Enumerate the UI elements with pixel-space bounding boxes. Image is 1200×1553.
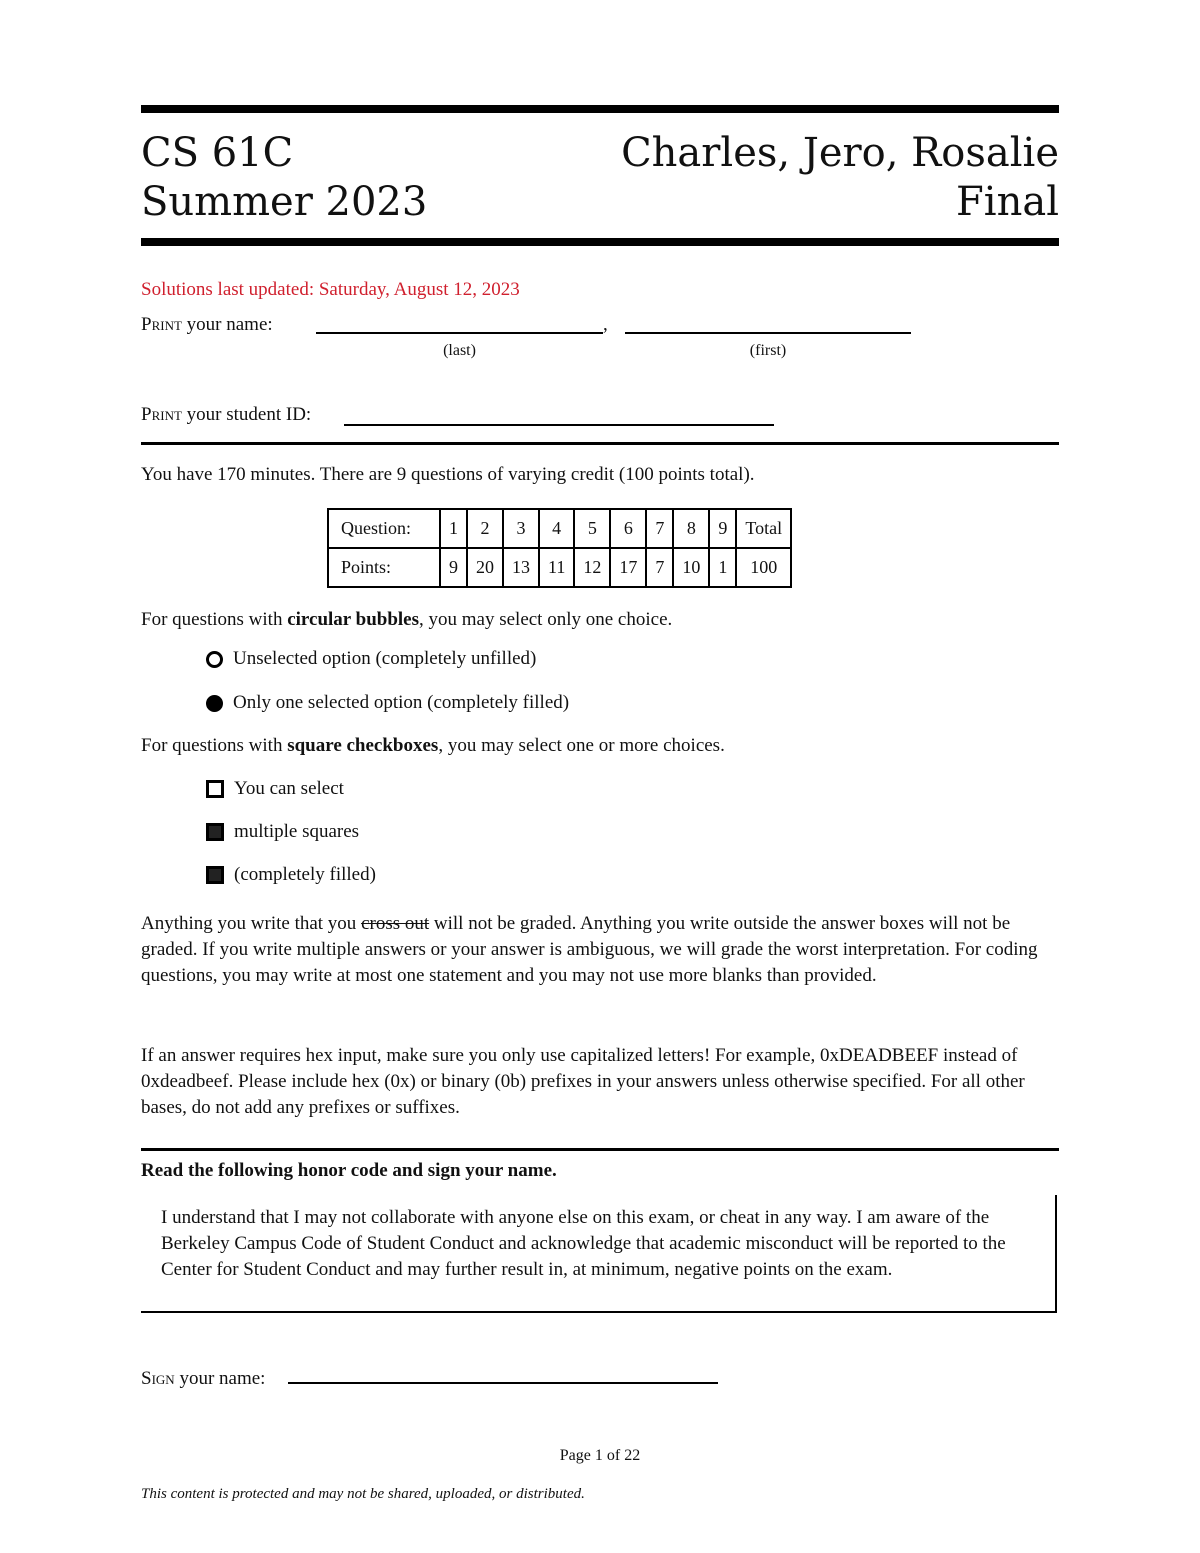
rules-p2-c: . Please include hex (0x) or binary (0b) prefixes in your answers unless otherwise specified. For all other bases, do not add any prefixes or suffixes. (141, 1071, 1025, 1118)
section-rule-1 (141, 442, 1059, 445)
empty-bubble-icon (206, 651, 223, 668)
course-title: CS 61C (141, 130, 294, 176)
checkboxes-intro (141, 733, 725, 759)
points-value: 9 (440, 548, 467, 587)
rules-p2-a: If an answer requires hex input, make sure you only use capitalized letters! For example, (141, 1045, 821, 1066)
rules-p1-pre: Anything you write that you (141, 913, 362, 934)
points-total: 100 (736, 548, 791, 587)
question-number: 5 (574, 509, 610, 548)
last-name-caption: (last) (443, 342, 476, 359)
exam-intro: You have 170 minutes. There are 9 questions of varying credit (100 points total). (141, 464, 755, 485)
bubbles-intro-pre: For questions with (141, 609, 288, 630)
question-total-header: Total (736, 509, 791, 548)
points-value: 7 (646, 548, 673, 587)
example-checkbox-filled (206, 864, 376, 886)
hex-example-lower: 0xdeadbeef (141, 1071, 229, 1092)
honor-code-heading: Read the following honor code and sign your name. (141, 1160, 557, 1181)
rules-p2-b: instead of (938, 1045, 1018, 1066)
question-number: 3 (503, 509, 539, 548)
sign-word: Sign (141, 1368, 175, 1389)
points-value: 1 (709, 548, 736, 587)
copyright-notice: This content is protected and may not be shared, uploaded, or distributed. (141, 1486, 585, 1502)
hex-example-upper: 0xDEADBEEF (820, 1045, 939, 1066)
hex-rules-paragraph (141, 1043, 1059, 1121)
first-name-caption: (first) (749, 342, 787, 359)
header-bottom-rule (141, 238, 1059, 246)
bubbles-intro-bold: circular bubbles (287, 609, 419, 630)
sign-name-prompt (141, 1366, 265, 1392)
rules-p1-post: will not be graded. Anything you write outside the answer boxes will not be graded. If you write multiple answers or your answer is ambiguous, we will grade the worst interpretation. For coding questions, you may write at most one statement and you may not use more blanks than provided. (141, 913, 1038, 986)
points-row (328, 548, 791, 587)
checkbox-label: You can select (234, 778, 344, 799)
question-number: 4 (539, 509, 574, 548)
points-value: 11 (539, 548, 574, 587)
question-number: 6 (610, 509, 646, 548)
example-unselected-bubble (206, 648, 536, 670)
print-word-id: Print (141, 404, 182, 425)
student-id-rest: your student ID: (181, 404, 312, 425)
first-name-field[interactable] (625, 332, 911, 334)
points-value: 13 (503, 548, 539, 587)
example-selected-bubble (206, 692, 569, 714)
question-number: 2 (467, 509, 503, 548)
instructors: Charles, Jero, Rosalie (621, 130, 1059, 176)
points-value: 17 (610, 548, 646, 587)
page-number: Page 1 of 22 (559, 1447, 641, 1464)
example-checkbox-empty (206, 778, 344, 800)
grading-rules-paragraph (141, 911, 1059, 989)
honor-code-text: I understand that I may not collaborate with anyone else on this exam, or cheat in any way. I am aware of the Berkeley Campus Code of Student Conduct and acknowledge that academic misconduct will be reported to the Center for Student Conduct and may further result in, at minimum, negative points on the exam. (161, 1207, 1006, 1280)
question-label: Question: (328, 509, 440, 548)
exam-title: Final (956, 179, 1059, 225)
filled-checkbox-icon (206, 823, 224, 841)
unselected-label: Unselected option (completely unfilled) (233, 648, 537, 669)
checkboxes-intro-pre: For questions with (141, 735, 288, 756)
filled-bubble-icon (206, 695, 223, 712)
points-table (327, 508, 792, 588)
print-name-prompt (141, 312, 273, 338)
question-number: 1 (440, 509, 467, 548)
bubbles-intro (141, 607, 672, 633)
checkboxes-intro-post: , you may select one or more choices. (438, 735, 725, 756)
empty-checkbox-icon (206, 780, 224, 798)
points-value: 12 (574, 548, 610, 587)
checkbox-label: (completely filled) (234, 864, 376, 885)
section-rule-2 (141, 1148, 1059, 1151)
last-name-field[interactable] (316, 332, 603, 334)
selected-label: Only one selected option (completely filled) (233, 692, 570, 713)
bubbles-intro-post: , you may select only one choice. (419, 609, 673, 630)
checkboxes-intro-bold: square checkboxes (287, 735, 439, 756)
signature-field[interactable] (288, 1382, 718, 1384)
question-number: 8 (673, 509, 709, 548)
example-checkbox-filled (206, 821, 359, 843)
points-label: Points: (328, 548, 440, 587)
sign-name-rest: your name: (174, 1368, 266, 1389)
header-top-rule (141, 105, 1059, 113)
points-value: 10 (673, 548, 709, 587)
term-label: Summer 2023 (141, 179, 428, 225)
question-row (328, 509, 791, 548)
solutions-note: Solutions last updated: Saturday, August 12, 2023 (141, 279, 520, 300)
print-word: Print (141, 314, 182, 335)
print-name-rest: your name: (181, 314, 273, 335)
student-id-field[interactable] (344, 424, 774, 426)
rules-p1-strike: cross out (361, 913, 430, 934)
filled-checkbox-icon (206, 866, 224, 884)
student-id-prompt (141, 402, 311, 428)
checkbox-label: multiple squares (234, 821, 360, 842)
question-number: 9 (709, 509, 736, 548)
points-value: 20 (467, 548, 503, 587)
question-number: 7 (646, 509, 673, 548)
name-comma: , (603, 314, 608, 335)
